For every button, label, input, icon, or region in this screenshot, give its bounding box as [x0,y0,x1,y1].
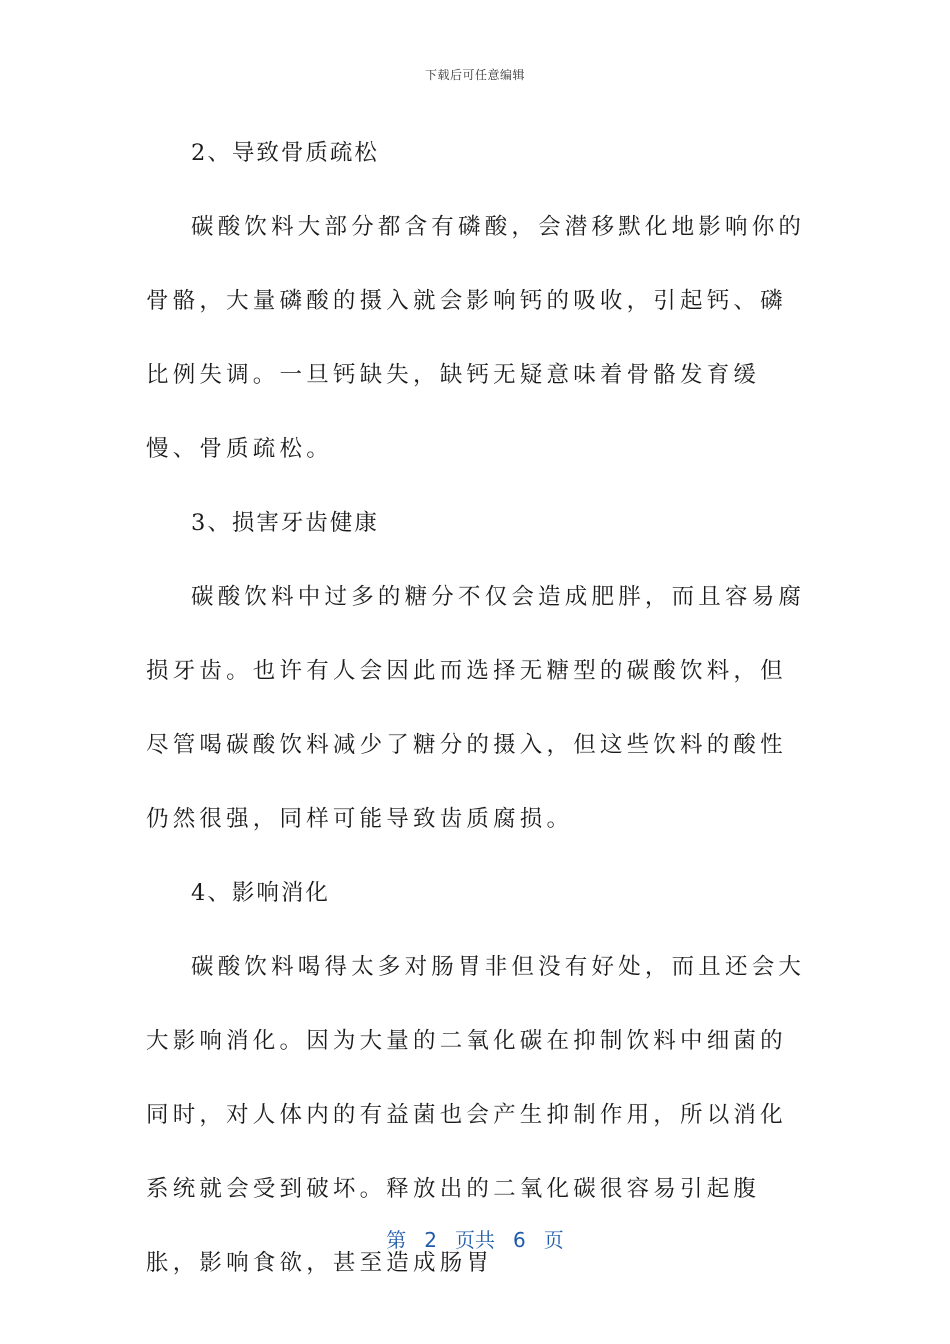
section-heading-4: 4、影响消化 [191,880,330,906]
section-body-4: 碳酸饮料喝得太多对肠胃非但没有好处，而且还会大大影响消化。因为大量的二氧化碳在抑制饮料中细菌的同时，对人体内的有益菌也会产生抑制作用，所以消化系统就会受到破坏。释放出的二氧化碳很容易引起腹胀，影响食欲，甚至造成肠胃 [146,954,806,1276]
footer-middle: 页共 [455,1228,495,1252]
header-note: 下载后可任意编辑 [424,68,525,82]
document-body [146,116,806,1300]
section-body-3: 碳酸饮料中过多的糖分不仅会造成肥胖，而且容易腐损牙齿。也许有人会因此而选择无糖型的碳酸饮料，但尽管喝碳酸饮料减少了糖分的摄入，但这些饮料的酸性仍然很强，同样可能导致齿质腐损。 [146,584,806,832]
section-body-2: 碳酸饮料大部分都含有磷酸，会潜移默化地影响你的骨骼，大量磷酸的摄入就会影响钙的吸收，引起钙、磷比例失调。一旦钙缺失，缺钙无疑意味着骨骼发育缓慢、骨质疏松。 [146,214,806,462]
page-footer [0,1224,950,1253]
footer-suffix: 页 [543,1228,564,1252]
footer-prefix: 第 [386,1228,407,1252]
section-heading-2: 2、导致骨质疏松 [191,140,379,166]
section-heading-3: 3、损害牙齿健康 [191,510,379,536]
footer-total-pages: 6 [513,1228,526,1252]
footer-page-number: 2 [424,1228,437,1252]
